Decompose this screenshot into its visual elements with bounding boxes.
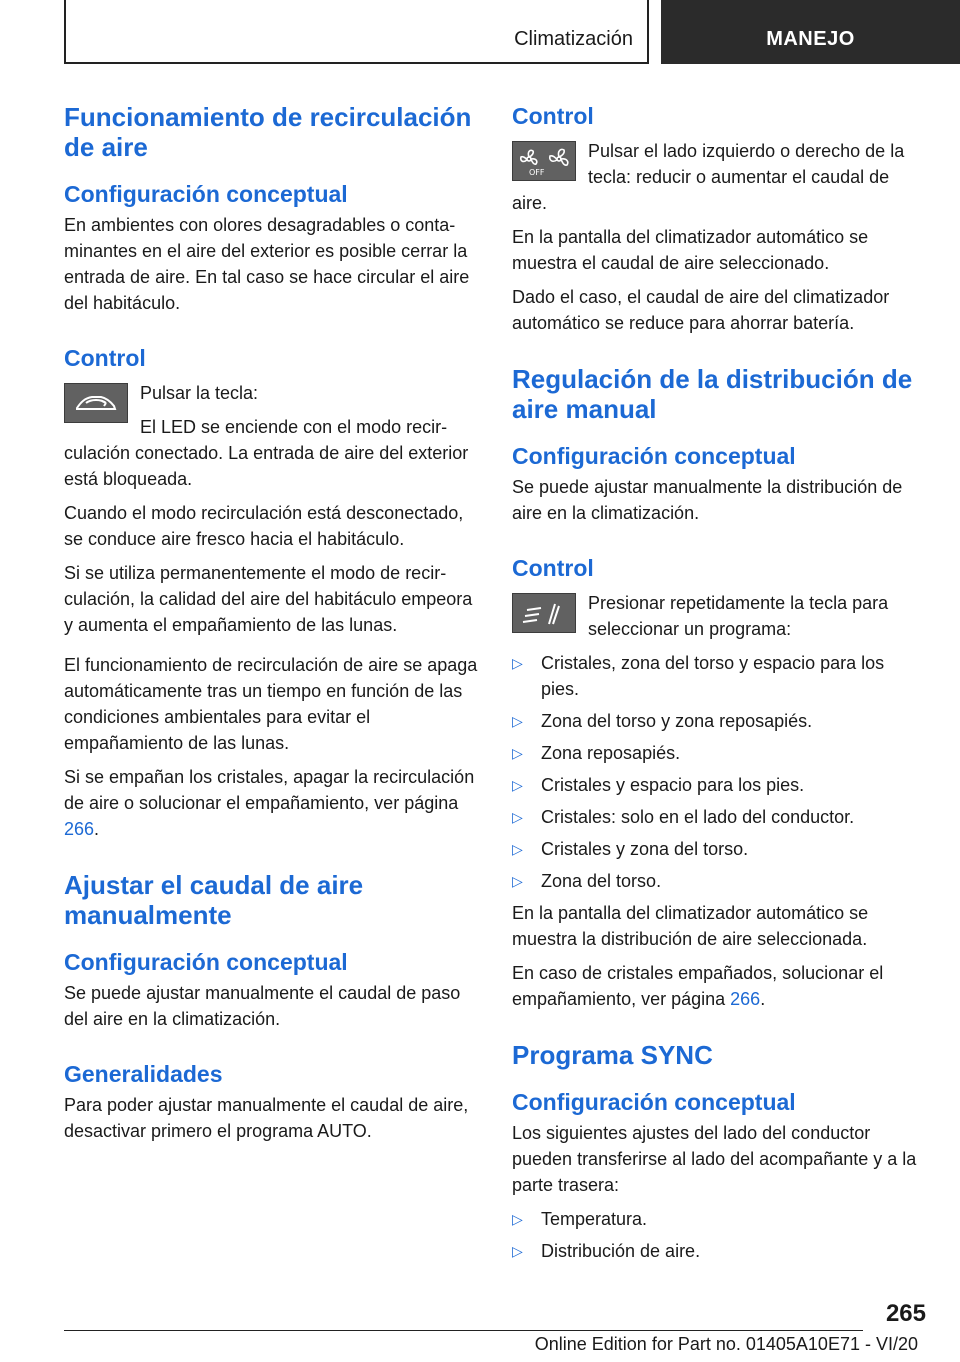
heading-concept-2: Configuración conceptual: [64, 949, 348, 975]
svg-text:OFF: OFF: [529, 168, 545, 177]
triangle-bullet-icon: ▷: [512, 1211, 523, 1227]
heading-sync: Programa SYNC: [512, 1040, 713, 1070]
list-item: ▷ Cristales y zona del torso.: [512, 836, 926, 862]
page-link-266[interactable]: 266: [730, 989, 761, 1009]
program-list: [512, 650, 926, 894]
text-fan-control: Pulsar el lado izquierdo o derecho de la tecla: reducir o aumentar el caudal de aire.: [512, 141, 905, 213]
fan-key-row: [512, 138, 926, 224]
text-display-distribution: En la pantalla del climatizador automático se muestra la distribución de aire seleccionada.: [512, 903, 869, 949]
list-item: ▷ Distribución de aire.: [512, 1238, 926, 1264]
header-section-box: [64, 0, 649, 64]
text-led-on: El LED se enciende con el modo recirculación conectado. La entrada de aire del exterior está bloqueada.: [64, 417, 469, 489]
text-battery-saving: Dado el caso, el caudal de aire del climatizador automático se reduce para ahorrar batería.: [512, 287, 890, 333]
list-item: ▷ Temperatura.: [512, 1206, 926, 1232]
triangle-bullet-icon: ▷: [512, 777, 523, 793]
heading-recirculation: Funcionamiento de recirculación de aire: [64, 102, 472, 162]
list-item: ▷ Zona reposapiés.: [512, 740, 926, 766]
heading-concept-3: Configuración conceptual: [512, 443, 796, 469]
text-general: Para poder ajustar manualmente el caudal de aire, desactivar primero el programa AUTO.: [64, 1095, 469, 1141]
heading-control-2: Control: [512, 103, 594, 129]
heading-concept-1: Configuración conceptual: [64, 181, 348, 207]
distribution-key-row: [512, 590, 926, 650]
triangle-bullet-icon: ▷: [512, 745, 523, 761]
triangle-bullet-icon: ▷: [512, 655, 523, 671]
chapter-tab-label: MANEJO: [766, 28, 855, 50]
text-concept-3: Se puede ajustar manualmente la distribución de aire en la climatización.: [512, 477, 903, 523]
text-auto-off: El funcionamiento de recirculación de aire se apaga automáticamente tras un tiempo en función de las condiciones ambientales para evitar el empañamiento de las lunas.: [64, 655, 478, 753]
text-sync: Los siguientes ajustes del lado del conductor pueden transferirse al lado del acompañante y a la parte trasera:: [512, 1123, 917, 1195]
triangle-bullet-icon: ▷: [512, 873, 523, 889]
recirculation-icon: [64, 383, 128, 423]
left-column: [64, 102, 478, 1152]
heading-control-1: Control: [64, 345, 146, 371]
text-press-key: Pulsar la tecla:: [140, 383, 259, 403]
chapter-tab[interactable]: [661, 0, 960, 64]
page-number: 265: [885, 1300, 926, 1327]
triangle-bullet-icon: ▷: [512, 1243, 523, 1259]
text-fogged-windows-2: En caso de cristales empañados, solucionar el empañamiento, ver página 266.: [512, 963, 884, 1009]
text-display-flow: En la pantalla del climatizador automático se muestra el caudal de aire seleccionado.: [512, 227, 869, 273]
triangle-bullet-icon: ▷: [512, 841, 523, 857]
heading-general: Generalidades: [64, 1061, 223, 1087]
recirculation-key-row: [64, 380, 478, 500]
sync-list: [512, 1206, 926, 1264]
heading-air-flow: Ajustar el caudal de aire manualmente: [64, 870, 364, 930]
page-link-266[interactable]: 266: [64, 819, 95, 839]
heading-concept-4: Configuración conceptual: [512, 1089, 796, 1115]
section-title: Climatización: [514, 28, 633, 50]
text-recirc-permanent: Si se utiliza permanentemente el modo de recirculación, la calidad del aire del habitáculo empeora y aumenta el empañamiento de las lunas.: [64, 563, 473, 635]
text-concept-1: En ambientes con olores desagradables o contaminantes en el aire del exterior es posible cerrar la entrada de aire. En tal caso se hace circular el aire del habitáculo.: [64, 215, 470, 313]
heading-control-3: Control: [512, 555, 594, 581]
fan-icon: [512, 141, 576, 181]
triangle-bullet-icon: ▷: [512, 809, 523, 825]
list-item: ▷ Zona del torso.: [512, 868, 926, 894]
footer-divider: [64, 1330, 863, 1331]
triangle-bullet-icon: ▷: [512, 713, 523, 729]
right-column: [512, 102, 926, 1270]
text-select-program: Presionar repetidamente la tecla para seleccionar un programa:: [588, 593, 889, 639]
heading-distribution: Regulación de la distribución de aire manual: [512, 364, 913, 424]
text-fogged-windows: Si se empañan los cristales, apagar la recirculación de aire o solucionar el empañamiento, ver página 266.: [64, 767, 475, 839]
list-item: ▷ Zona del torso y zona reposapiés.: [512, 708, 926, 734]
list-item: ▷ Cristales y espacio para los pies.: [512, 772, 926, 798]
text-concept-2: Se puede ajustar manualmente el caudal de paso del aire en la climatización.: [64, 983, 461, 1029]
list-item: ▷ Cristales: solo en el lado del conductor.: [512, 804, 926, 830]
footer-edition: Online Edition for Part no. 01405A10E71 - VI/20: [534, 1334, 918, 1354]
air-distribution-icon: [512, 593, 576, 633]
text-recirc-off: Cuando el modo recirculación está desconectado, se conduce aire fresco hacia el habitáculo.: [64, 503, 464, 549]
list-item: ▷ Cristales, zona del torso y espacio para los pies.: [512, 650, 926, 702]
